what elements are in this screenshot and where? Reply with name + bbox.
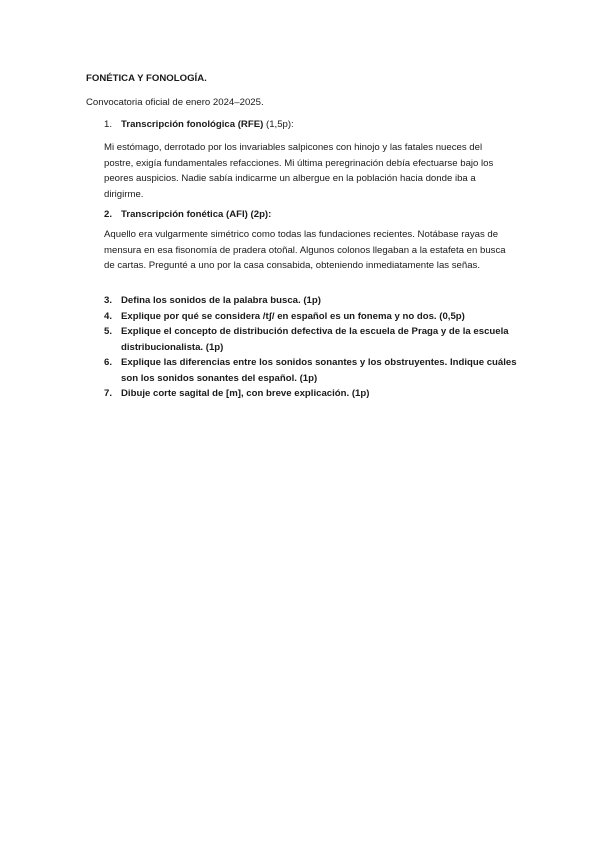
section-1-title: Transcripción fonológica (RFE) [121, 119, 264, 130]
section-2-title: Transcripción fonética (AFI) (2p): [121, 209, 272, 220]
document-title: FONÉTICA Y FONOLOGÍA. [86, 73, 207, 84]
question-text: Defina los sonidos de la palabra busca. (1p) [121, 295, 321, 306]
question-item [104, 355, 524, 386]
question-text: Explique por qué se considera /tʃ/ en español es un fonema y no dos. (0,5p) [121, 310, 465, 322]
section-2-number: 2. [104, 209, 113, 220]
question-number: 6. [104, 357, 113, 368]
section-1-number: 1. [104, 119, 113, 130]
section-1-text: Mi estómago, derrotado por los invariables salpicones con hinojo y las fatales nueces del postre, exigía fundamentales refacciones. Mi última peregrinación debía efectuarse bajo los peores auspicios. Nadie sabía indicarme un albergue en la población hacia donde iba a dirigirme. [104, 142, 494, 200]
question-item [104, 324, 524, 355]
section-1-points: (1,5p): [263, 119, 294, 130]
document-subtitle: Convocatoria oficial de enero 2024–2025. [86, 97, 264, 108]
question-list [104, 293, 524, 402]
question-text: Dibuje corte sagital de [m], con breve explicación. (1p) [121, 388, 370, 399]
section-2-text: Aquello era vulgarmente simétrico como todas las fundaciones recientes. Notábase rayas de mensura en esa fisonomía de pradera otoñal. Algunos colonos llegaban a la estafeta en busca de cartas. Pregunté a uno por la casa consabida, obteniendo inmediatamente las señas. [104, 229, 506, 271]
question-text: Explique el concepto de distribución defectiva de la escuela de Praga y de la escuela distribucionalista. (1p) [121, 326, 509, 353]
section-1-heading [104, 117, 294, 133]
question-number: 4. [104, 310, 113, 322]
question-number: 3. [104, 295, 113, 306]
section-2-heading [104, 207, 271, 223]
question-text: Explique las diferencias entre los sonidos sonantes y los obstruyentes. Indique cuáles son los sonidos sonantes del español. (1p) [121, 357, 517, 384]
question-item [104, 386, 524, 402]
question-number: 5. [104, 326, 113, 337]
question-item [104, 309, 524, 325]
question-number: 7. [104, 388, 113, 399]
question-item [104, 293, 524, 309]
